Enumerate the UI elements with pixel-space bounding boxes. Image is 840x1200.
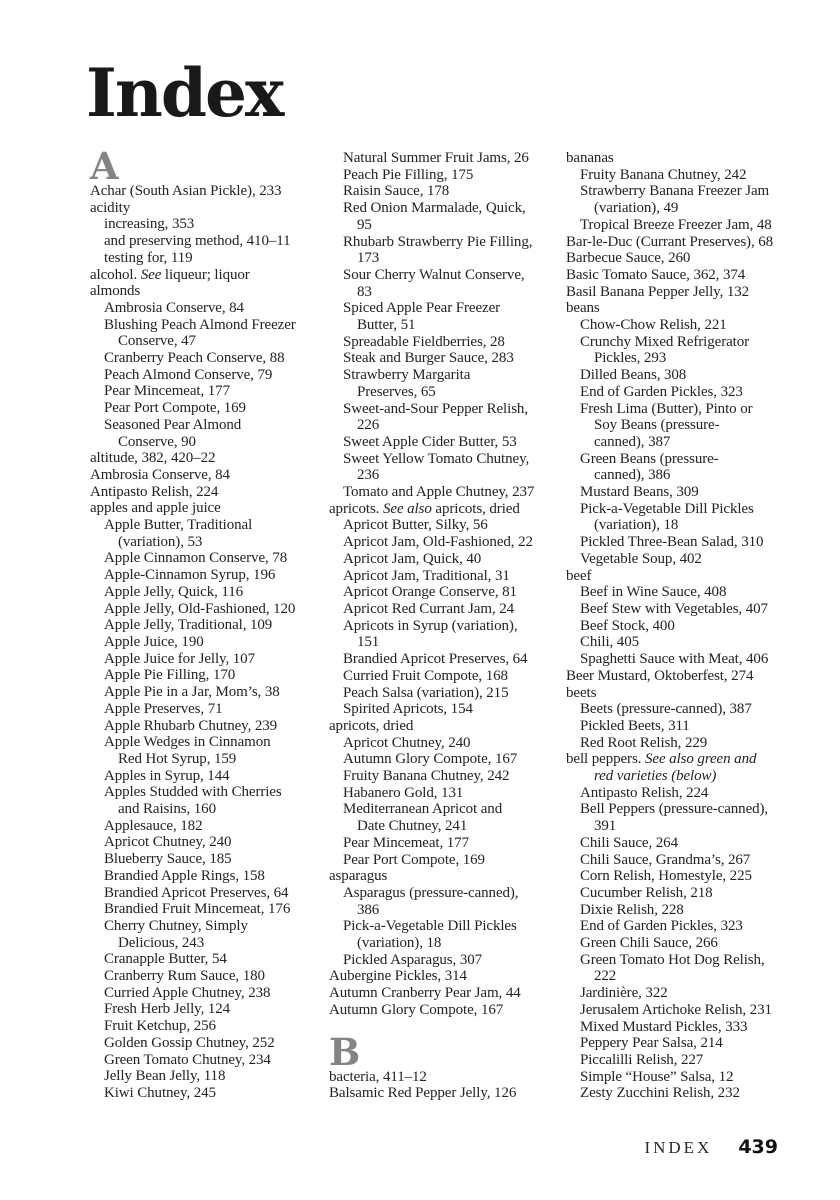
- index-line: Apple Preserves, 71: [104, 700, 223, 717]
- section-letter-b: B: [329, 1029, 361, 1074]
- index-line: Spirited Apricots, 154: [343, 701, 473, 718]
- index-line: Apple Rhubarb Chutney, 239: [104, 717, 278, 734]
- index-line: Preserves, 65: [357, 383, 436, 400]
- index-line: 222: [594, 968, 617, 985]
- index-line: Antipasto Relish, 224: [90, 483, 219, 500]
- index-line: Beets (pressure-canned), 387: [580, 701, 752, 718]
- index-line: Peach Pie Filling, 175: [343, 166, 474, 183]
- index-line: 236: [357, 467, 380, 484]
- index-line: Autumn Glory Compote, 167: [329, 1001, 504, 1018]
- index-line: End of Garden Pickles, 323: [580, 918, 743, 935]
- index-line: Apple Cinnamon Conserve, 78: [104, 550, 288, 567]
- index-line: Pick-a-Vegetable Dill Pickles: [580, 500, 754, 517]
- index-line: Apple Juice, 190: [104, 633, 204, 650]
- index-line: Apricot Red Currant Jam, 24: [343, 600, 515, 617]
- index-line: Beef Stew with Vegetables, 407: [580, 600, 768, 617]
- index-line: Fresh Lima (Butter), Pinto or: [580, 400, 753, 417]
- index-line: altitude, 382, 420–22: [90, 450, 216, 467]
- index-line: Tomato and Apple Chutney, 237: [343, 484, 535, 501]
- index-line: Cranberry Rum Sauce, 180: [104, 968, 265, 985]
- entry-text: apricots.: [329, 500, 383, 517]
- index-line: Seasoned Pear Almond: [104, 416, 242, 433]
- index-column-1: [90, 144, 324, 1102]
- cross-reference-text: See: [140, 266, 162, 283]
- index-line: Apple Jelly, Traditional, 109: [104, 617, 273, 634]
- index-line: Pickled Beets, 311: [580, 717, 690, 734]
- index-line: Applesauce, 182: [104, 817, 203, 834]
- index-line: Dixie Relish, 228: [580, 901, 684, 918]
- index-line: Apricot Butter, Silky, 56: [343, 517, 488, 534]
- index-line: End of Garden Pickles, 323: [580, 383, 743, 400]
- index-line: Habanero Gold, 131: [343, 784, 464, 801]
- index-line: Green Tomato Hot Dog Relish,: [580, 951, 765, 968]
- index-line: Tropical Breeze Freezer Jam, 48: [580, 216, 772, 233]
- index-line: Red Onion Marmalade, Quick,: [343, 200, 526, 217]
- index-line: Pear Port Compote, 169: [343, 851, 485, 868]
- index-line: Pear Mincemeat, 177: [104, 383, 230, 400]
- index-line: Fruity Banana Chutney, 242: [580, 166, 747, 183]
- index-line: Apple Pie Filling, 170: [104, 667, 236, 684]
- cross-reference-text: See also green and: [645, 751, 757, 768]
- index-line: Pear Port Compote, 169: [104, 400, 246, 417]
- index-line: Bar-le-Duc (Currant Preserves), 68: [566, 233, 774, 250]
- index-line: Spaghetti Sauce with Meat, 406: [580, 651, 769, 668]
- index-line: Butter, 51: [357, 317, 416, 334]
- index-line: [566, 768, 800, 785]
- index-line: apricots, dried: [329, 717, 414, 734]
- index-line: Steak and Burger Sauce, 283: [343, 350, 514, 367]
- index-line: Apple-Cinnamon Syrup, 196: [104, 567, 276, 584]
- index-line: 83: [357, 283, 372, 300]
- index-line: Jardinière, 322: [580, 985, 668, 1002]
- index-line: Jerusalem Artichoke Relish, 231: [580, 1001, 772, 1018]
- index-line: Cucumber Relish, 218: [580, 884, 713, 901]
- index-line: Curried Fruit Compote, 168: [343, 667, 508, 684]
- index-line: Apple Pie in a Jar, Mom’s, 38: [104, 684, 280, 701]
- index-line: Ambrosia Conserve, 84: [90, 466, 230, 483]
- index-line: Sweet-and-Sour Pepper Relish,: [343, 400, 528, 417]
- index-line: Basic Tomato Sauce, 362, 374: [566, 266, 746, 283]
- index-line: Fresh Herb Jelly, 124: [104, 1001, 231, 1018]
- index-line: Apples Studded with Cherries: [104, 784, 282, 801]
- index-line: Apricot Jam, Quick, 40: [343, 550, 482, 567]
- index-line: Apricot Orange Conserve, 81: [343, 584, 517, 601]
- index-line: Apple Juice for Jelly, 107: [104, 650, 255, 667]
- index-line: Achar (South Asian Pickle), 233: [90, 183, 282, 199]
- index-line: [329, 501, 563, 518]
- index-line: Conserve, 47: [118, 333, 196, 350]
- index-line: 386: [357, 901, 380, 918]
- index-line: Apricot Jam, Old-Fashioned, 22: [343, 534, 533, 551]
- index-line: Cranapple Butter, 54: [104, 951, 227, 968]
- index-line: Blueberry Sauce, 185: [104, 851, 232, 868]
- index-line: Strawberry Margarita: [343, 367, 471, 384]
- cross-reference-text: red varieties (below): [594, 768, 717, 785]
- index-line: Sweet Yellow Tomato Chutney,: [343, 450, 530, 467]
- index-line: Brandied Fruit Mincemeat, 176: [104, 901, 291, 918]
- index-line: and Raisins, 160: [118, 801, 216, 818]
- index-line: Pick-a-Vegetable Dill Pickles: [343, 918, 517, 935]
- index-line: Delicious, 243: [118, 934, 205, 951]
- index-line: Red Root Relish, 229: [580, 734, 708, 751]
- index-line: Peach Almond Conserve, 79: [104, 366, 273, 383]
- index-line: Pickled Asparagus, 307: [343, 951, 483, 968]
- index-line: Strawberry Banana Freezer Jam: [580, 183, 770, 200]
- index-line: Basil Banana Pepper Jelly, 132: [566, 283, 750, 300]
- index-line: Kiwi Chutney, 245: [104, 1084, 216, 1101]
- index-line: almonds: [90, 283, 141, 300]
- index-line: Pickled Three-Bean Salad, 310: [580, 534, 764, 551]
- index-line: [90, 267, 324, 284]
- index-line: asparagus: [329, 868, 388, 885]
- footer-page-number: 439: [738, 1136, 778, 1158]
- index-line: (variation), 53: [118, 533, 203, 550]
- index-line: Green Beans (pressure-: [580, 450, 719, 467]
- index-line: Conserve, 90: [118, 433, 196, 450]
- index-line: Sweet Apple Cider Butter, 53: [343, 433, 517, 450]
- index-line: 173: [357, 250, 380, 267]
- index-column-3: [566, 150, 800, 1102]
- index-line: bananas: [566, 150, 614, 166]
- index-line: Apple Butter, Traditional: [104, 517, 253, 534]
- index-line: Mediterranean Apricot and: [343, 801, 503, 818]
- index-line: Piccalilli Relish, 227: [580, 1051, 704, 1068]
- section-letter-a: A: [90, 144, 119, 188]
- index-line: Sour Cherry Walnut Conserve,: [343, 266, 525, 283]
- index-line: (variation), 18: [594, 517, 679, 534]
- index-line: bacteria, 411–12: [329, 1068, 427, 1085]
- index-line: Spreadable Fieldberries, 28: [343, 333, 505, 350]
- index-line: Blushing Peach Almond Freezer: [104, 316, 296, 333]
- index-line: Bell Peppers (pressure-canned),: [580, 801, 769, 818]
- index-line: Corn Relish, Homestyle, 225: [580, 868, 752, 885]
- index-line: Chili Sauce, Grandma’s, 267: [580, 851, 751, 868]
- index-line: beets: [566, 684, 597, 701]
- index-line: Apricot Jam, Traditional, 31: [343, 567, 510, 584]
- index-line: canned), 386: [594, 467, 671, 484]
- index-line: Fruit Ketchup, 256: [104, 1018, 216, 1035]
- entry-text: bell peppers.: [566, 751, 645, 768]
- index-line: Beer Mustard, Oktoberfest, 274: [566, 667, 754, 684]
- entry-text: alcohol.: [90, 266, 141, 283]
- index-line: testing for, 119: [104, 249, 193, 266]
- index-line: Jelly Bean Jelly, 118: [104, 1068, 226, 1085]
- entry-text: liqueur; liquor: [161, 266, 250, 283]
- index-line: Chow-Chow Relish, 221: [580, 317, 727, 334]
- index-line: Antipasto Relish, 224: [580, 784, 709, 801]
- index-line: and preserving method, 410–11: [104, 233, 291, 250]
- index-line: Soy Beans (pressure-: [594, 417, 720, 434]
- index-line: Ambrosia Conserve, 84: [104, 299, 244, 316]
- index-line: Date Chutney, 241: [357, 818, 468, 835]
- index-line: Spiced Apple Pear Freezer: [343, 300, 501, 317]
- index-line: Vegetable Soup, 402: [580, 550, 702, 567]
- index-line: Fruity Banana Chutney, 242: [343, 768, 510, 785]
- index-line: Brandied Apricot Preserves, 64: [104, 884, 289, 901]
- index-line: Simple “House” Salsa, 12: [580, 1068, 734, 1085]
- index-line: 95: [357, 216, 372, 233]
- index-line: Cherry Chutney, Simply: [104, 917, 248, 934]
- index-line: Balsamic Red Pepper Jelly, 126: [329, 1085, 517, 1102]
- page-title: Index: [86, 54, 283, 132]
- index-line: Apples in Syrup, 144: [104, 767, 230, 784]
- index-line: Brandied Apple Rings, 158: [104, 867, 265, 884]
- index-line: acidity: [90, 199, 131, 216]
- index-line: Mixed Mustard Pickles, 333: [580, 1018, 748, 1035]
- index-line: Peppery Pear Salsa, 214: [580, 1035, 723, 1052]
- index-line: Asparagus (pressure-canned),: [343, 884, 519, 901]
- index-line: apples and apple juice: [90, 500, 221, 517]
- index-line: Crunchy Mixed Refrigerator: [580, 333, 750, 350]
- index-line: Green Chili Sauce, 266: [580, 935, 718, 952]
- index-line: Pear Mincemeat, 177: [343, 834, 469, 851]
- index-line: Apple Wedges in Cinnamon: [104, 734, 271, 751]
- index-line: increasing, 353: [104, 216, 195, 233]
- index-line: Dilled Beans, 308: [580, 367, 687, 384]
- index-line: (variation), 18: [357, 935, 442, 952]
- index-line: Pickles, 293: [594, 350, 667, 367]
- index-line: Apricot Chutney, 240: [343, 734, 471, 751]
- index-line: (variation), 49: [594, 200, 679, 217]
- entry-text: apricots, dried: [431, 500, 520, 517]
- footer-section-label: INDEX: [644, 1138, 713, 1157]
- index-line: Peach Salsa (variation), 215: [343, 684, 509, 701]
- index-line: Red Hot Syrup, 159: [118, 750, 237, 767]
- index-line: Natural Summer Fruit Jams, 26: [343, 150, 529, 166]
- index-line: Zesty Zucchini Relish, 232: [580, 1085, 740, 1102]
- index-line: 151: [357, 634, 380, 651]
- index-line: Chili, 405: [580, 634, 640, 651]
- index-line: Apple Jelly, Quick, 116: [104, 583, 244, 600]
- index-line: Apricot Chutney, 240: [104, 834, 232, 851]
- index-line: 226: [357, 417, 380, 434]
- index-line: Cranberry Peach Conserve, 88: [104, 350, 285, 367]
- index-line: Apple Jelly, Old-Fashioned, 120: [104, 600, 296, 617]
- index-line: Brandied Apricot Preserves, 64: [343, 651, 528, 668]
- index-line: Beef in Wine Sauce, 408: [580, 584, 727, 601]
- index-line: Golden Gossip Chutney, 252: [104, 1034, 275, 1051]
- index-line: Beef Stock, 400: [580, 617, 675, 634]
- index-line: Autumn Glory Compote, 167: [343, 751, 518, 768]
- index-column-2: [329, 150, 563, 1102]
- index-line: Aubergine Pickles, 314: [329, 968, 467, 985]
- page-footer: [0, 1136, 778, 1158]
- index-line: Apricots in Syrup (variation),: [343, 617, 518, 634]
- index-line: canned), 387: [594, 433, 671, 450]
- index-line: Chili Sauce, 264: [580, 834, 678, 851]
- index-line: beef: [566, 567, 592, 584]
- index-line: 391: [594, 818, 617, 835]
- index-line: Green Tomato Chutney, 234: [104, 1051, 271, 1068]
- index-line: Rhubarb Strawberry Pie Filling,: [343, 233, 533, 250]
- index-line: Barbecue Sauce, 260: [566, 250, 691, 267]
- index-line: Raisin Sauce, 178: [343, 183, 450, 200]
- index-line: Curried Apple Chutney, 238: [104, 984, 271, 1001]
- index-line: Autumn Cranberry Pear Jam, 44: [329, 985, 521, 1002]
- index-line: [566, 751, 800, 768]
- index-line: Mustard Beans, 309: [580, 484, 699, 501]
- cross-reference-text: See also: [382, 500, 432, 517]
- index-line: beans: [566, 300, 600, 317]
